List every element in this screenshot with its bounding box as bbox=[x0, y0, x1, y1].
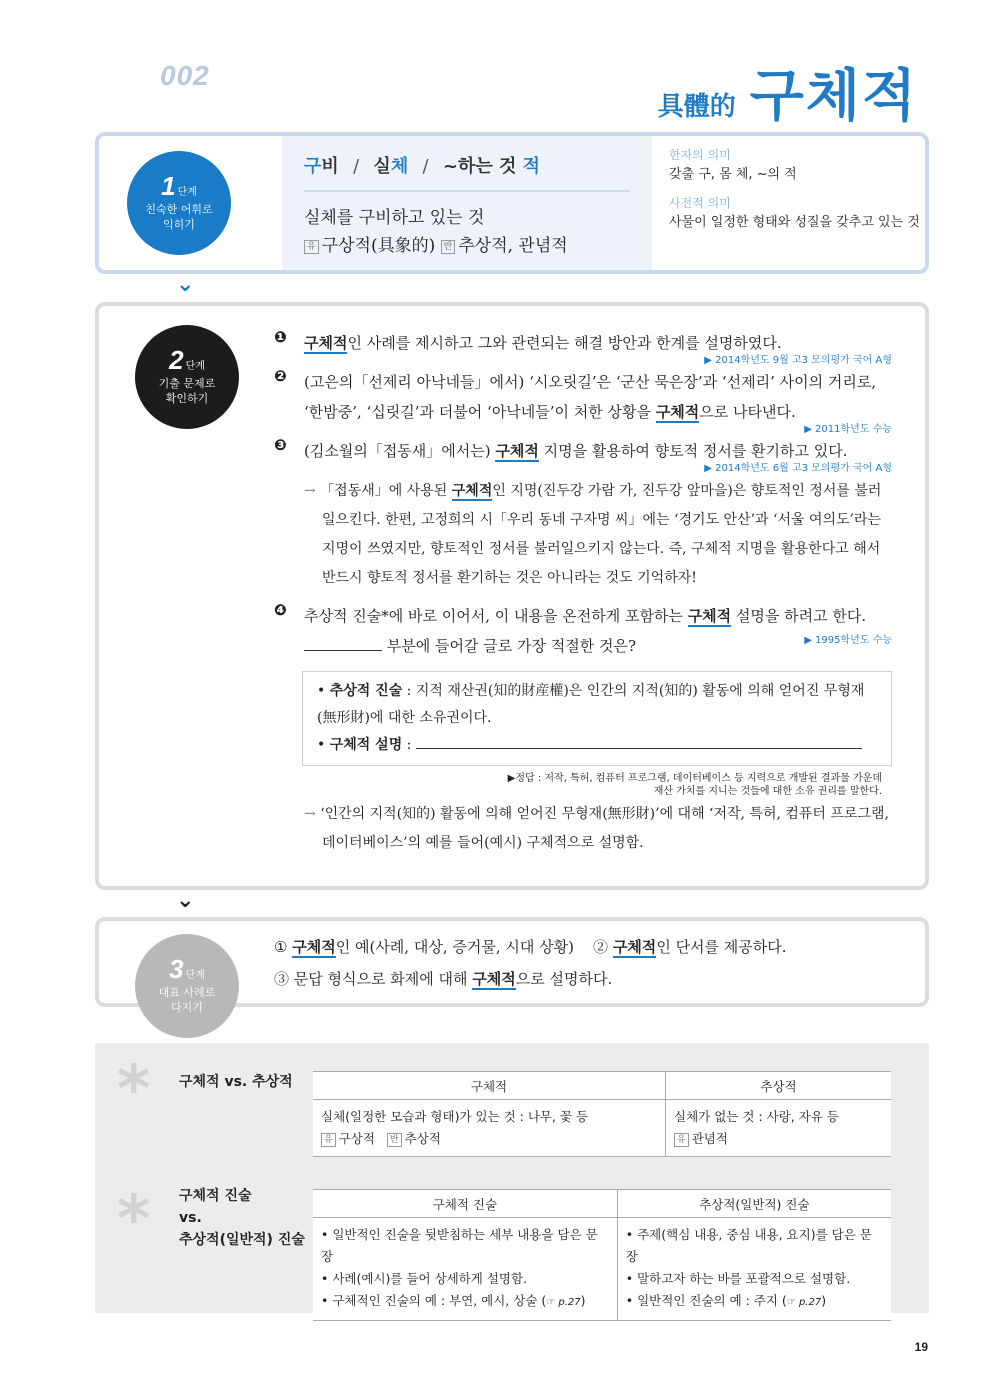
title-line: 구체적 진술 bbox=[179, 1188, 252, 1204]
item-number: ① bbox=[274, 938, 288, 956]
answer-blank bbox=[416, 735, 862, 749]
synonyms-line bbox=[304, 232, 630, 260]
item-text: (김소월의「접동새」에서는) bbox=[304, 442, 496, 460]
step-suffix: 단계 bbox=[185, 361, 205, 372]
part3-rest: 적 bbox=[522, 156, 541, 177]
item-number: ❹ bbox=[274, 601, 287, 619]
step3-badge bbox=[135, 934, 239, 1038]
item-text: 문답 형식으로 화제에 대해 bbox=[293, 970, 473, 988]
item-text: 인 예(사례, 대상, 증거물, 시대 상황) bbox=[335, 938, 574, 956]
column-header: 추상적 bbox=[666, 1072, 891, 1100]
step-caption: 다지기 bbox=[171, 1001, 203, 1014]
table-cell bbox=[617, 1218, 891, 1321]
abstract-text: : 지적 재산권(知的財産權)은 인간의 지적(知的) 활동에 의해 얻어진 무형재(無形財)에 대한 소유권이다. bbox=[317, 683, 865, 726]
item-number: ❸ bbox=[274, 436, 287, 454]
table-cell bbox=[313, 1100, 666, 1157]
list-item: • 주제(핵심 내용, 중심 내용, 요지)를 담은 문장 bbox=[626, 1224, 883, 1268]
asterisk-icon: * bbox=[117, 1053, 151, 1127]
item-text: 설명을 하려고 한다. bbox=[731, 607, 867, 625]
concrete-colon: : bbox=[402, 737, 412, 753]
note-text: ‘인간의 지적(知的) 활동에 의해 얻어진 무형재(無形財)’에 대해 ‘저작, 특허, 컴퓨터 프로그램, 데이터베이스’의 예를 들어(예시) 구체적으로 설명함. bbox=[320, 806, 889, 851]
asterisk-icon: * bbox=[117, 1183, 151, 1257]
item-number: ② bbox=[593, 938, 609, 956]
antonym-tag: 반 bbox=[441, 240, 456, 254]
page-ref: ☞ p.27 bbox=[546, 1297, 581, 1308]
synonym: 관념적 bbox=[691, 1131, 728, 1146]
antonym-tag: 반 bbox=[387, 1133, 402, 1147]
paren: ) bbox=[580, 1293, 586, 1308]
chevron-down-icon: ⌄ bbox=[176, 888, 195, 913]
keyword: 구체적 bbox=[687, 607, 732, 625]
step1-badge bbox=[127, 151, 231, 255]
example-item bbox=[274, 601, 892, 661]
step-caption: 확인하기 bbox=[165, 392, 209, 405]
synonym: 구상적 bbox=[338, 1131, 375, 1146]
list-item bbox=[321, 1290, 609, 1314]
answer-text: ▶정답 : 저작, 특허, 컴퓨터 프로그램, 데이터베이스 등 지력으로 개발된 결과물 가운데 bbox=[507, 773, 882, 784]
table-cell bbox=[666, 1100, 891, 1157]
paren: ) bbox=[821, 1293, 827, 1308]
item-text: 인 단서를 제공하다. bbox=[656, 938, 787, 956]
page-ref: ☞ p.27 bbox=[786, 1297, 822, 1308]
example-item bbox=[274, 436, 892, 466]
step-number: 3 bbox=[169, 954, 184, 984]
table-cell bbox=[313, 1218, 617, 1321]
headword bbox=[658, 52, 918, 132]
concrete-label: 구체적 설명 bbox=[329, 737, 403, 753]
question-box: • 추상적 진술 : 지적 재산권(知的財産權)은 인간의 지적(知的) 활동에 의해 얻어진 무형재(無形財)에 대한 소유권이다. • 구체적 설명 : bbox=[302, 671, 892, 766]
list-item bbox=[626, 1290, 883, 1314]
step-number: 1 bbox=[161, 171, 176, 201]
synonym-tag: 유 bbox=[304, 240, 319, 254]
step-caption: 익히기 bbox=[163, 218, 195, 231]
slash: / bbox=[422, 156, 429, 177]
cell-text: 실체가 없는 것 : 사랑, 자유 등 bbox=[674, 1109, 839, 1124]
source-label: ▶ 1995학년도 수능 bbox=[804, 635, 892, 646]
synonym-tag: 유 bbox=[321, 1133, 336, 1147]
item-text: 부분에 들어갈 글로 가장 적절한 것은? bbox=[386, 637, 637, 655]
word-breakdown-panel bbox=[282, 136, 652, 270]
keyword: 구체적 bbox=[304, 334, 348, 352]
item-text: 인 사례를 제시하고 그와 관련되는 해결 방안과 한계를 설명하였다. bbox=[347, 334, 782, 352]
entry-number: 002 bbox=[160, 60, 210, 91]
source-label: ▶ 2014학년도 9월 고3 모의평가 국어 A형 bbox=[704, 355, 892, 366]
cell-text: 실체(일정한 모습과 형태)가 있는 것 : 나무, 꽃 등 bbox=[321, 1109, 589, 1124]
compare-title: 구체적 vs. 추상적 bbox=[179, 1074, 293, 1090]
keyword: 구체적 bbox=[655, 403, 700, 421]
part1-rest: 비 bbox=[321, 156, 339, 177]
step-suffix: 단계 bbox=[185, 970, 205, 981]
representative-examples bbox=[274, 931, 787, 995]
arrow-icon: → bbox=[304, 806, 316, 822]
hanja-meaning-label: 한자의 의미 bbox=[669, 148, 731, 162]
comparison-panel bbox=[95, 1043, 929, 1313]
part3-head: ~하는 것 bbox=[442, 156, 523, 177]
step-suffix: 단계 bbox=[177, 187, 197, 198]
word-parts bbox=[304, 152, 630, 192]
source-label: ▶ 2014학년도 6월 고3 모의평가 국어 A형 bbox=[704, 463, 892, 474]
chevron-down-icon: ⌄ bbox=[176, 272, 195, 297]
compare-title bbox=[179, 1185, 305, 1251]
item-text: 으로 나타낸다. bbox=[699, 403, 796, 421]
antonym: 추상적, 관념적 bbox=[458, 236, 568, 256]
step-caption: 기출 문제로 bbox=[158, 377, 216, 390]
title-line: 추상적(일반적) 진술 bbox=[179, 1232, 305, 1248]
example-item bbox=[274, 328, 892, 358]
meaning-panel bbox=[669, 146, 924, 242]
note-text: 「접동새」에 사용된 bbox=[320, 483, 452, 499]
part2-head: 실 bbox=[373, 156, 391, 177]
keyword: 구체적 bbox=[495, 442, 539, 460]
explanation-note bbox=[274, 477, 892, 593]
keyword: 구체적 bbox=[451, 483, 493, 499]
keyword: 구체적 bbox=[472, 970, 516, 988]
part2-rest: 체 bbox=[390, 156, 409, 177]
item-number: ❷ bbox=[274, 367, 287, 385]
explanation-note bbox=[274, 800, 892, 858]
definition-block bbox=[304, 204, 630, 260]
step2-badge bbox=[135, 325, 239, 429]
list-item: • 말하고자 하는 바를 포괄적으로 설명함. bbox=[626, 1268, 883, 1290]
slash: / bbox=[353, 156, 360, 177]
headword-hanja: 具體的 bbox=[657, 92, 736, 122]
compare-table bbox=[313, 1189, 891, 1321]
antonym: 추상적 bbox=[404, 1131, 441, 1146]
list-text: 구체적인 진술의 예 : 부연, 예시, 상술 ( bbox=[332, 1293, 547, 1308]
definition: 실체를 구비하고 있는 것 bbox=[304, 208, 485, 228]
page-number: 19 bbox=[914, 1340, 928, 1354]
item-number: ③ bbox=[274, 970, 290, 988]
column-header: 추상적(일반적) 진술 bbox=[617, 1190, 891, 1218]
arrow-icon: → bbox=[304, 483, 316, 499]
note-text: 인 지명(진두강 가람 가, 진두강 앞마을)은 향토적인 정서를 불러일으킨다. 한편, 고정희의 시「우리 동네 구자명 씨」에는 ‘경기도 안산’과 ‘서울 여의도’라는 지명이 쓰였지만, 향토적인 정서를 불러일으키지 않는다. 즉, 구체적 지명을 활용한다고 해서 반드시 향토적 정서를 환기하는 것은 아니라는 것도 기억하자! bbox=[322, 483, 882, 586]
synonym-tag: 유 bbox=[674, 1133, 689, 1147]
title-line: vs. bbox=[179, 1210, 202, 1226]
example-item bbox=[274, 367, 892, 427]
source-label: ▶ 2011학년도 수능 bbox=[804, 424, 892, 435]
dict-meaning: 사물이 일정한 형태와 성질을 갖추고 있는 것 bbox=[669, 215, 920, 230]
item-text: 으로 설명하다. bbox=[515, 970, 613, 988]
keyword: 구체적 bbox=[612, 938, 657, 956]
headword-korean: 구체적 bbox=[749, 64, 918, 129]
hanja-meaning: 갖출 구, 몸 체, ~의 적 bbox=[669, 167, 797, 182]
item-text: 추상적 진술*에 바로 이어서, 이 내용을 온전하게 포함하는 bbox=[304, 607, 688, 625]
keyword: 구체적 bbox=[292, 938, 336, 956]
dict-meaning-label: 사전적 의미 bbox=[669, 196, 731, 210]
item-text: 지명을 활용하여 향토적 정서를 환기하고 있다. bbox=[538, 442, 848, 460]
compare-table bbox=[313, 1071, 891, 1157]
answer-blank bbox=[304, 637, 382, 651]
list-item: • 일반적인 진술을 뒷받침하는 세부 내용을 담은 문장 bbox=[321, 1224, 609, 1268]
list-item: • 사례(예시)를 들어 상세하게 설명함. bbox=[321, 1268, 609, 1290]
item-text: (고은의「선제리 아낙네들」에서) ‘시오릿길’은 ‘군산 묵은장’과 ‘선제리’ 사이의 거리로, ‘한밤중’, ‘십릿길’과 더불어 ‘아낙네들’이 처한 상황을 bbox=[304, 373, 877, 421]
answer-text: 재산 가치를 지니는 것들에 대한 소유 권리를 말한다. bbox=[653, 786, 882, 797]
column-header: 구체적 bbox=[313, 1072, 666, 1100]
part1-head: 구 bbox=[304, 156, 322, 177]
step-caption: 친숙한 어휘로 bbox=[145, 203, 213, 216]
step-number: 2 bbox=[169, 345, 184, 375]
list-text: 일반적인 진술의 예 : 주지 ( bbox=[637, 1293, 787, 1308]
step-caption: 대표 사례로 bbox=[158, 986, 216, 999]
column-header: 구체적 진술 bbox=[313, 1190, 617, 1218]
item-number: ❶ bbox=[274, 328, 287, 346]
synonym: 구상적(具象的) bbox=[321, 236, 436, 256]
abstract-label: 추상적 진술 bbox=[329, 683, 403, 699]
exam-examples bbox=[274, 328, 892, 858]
